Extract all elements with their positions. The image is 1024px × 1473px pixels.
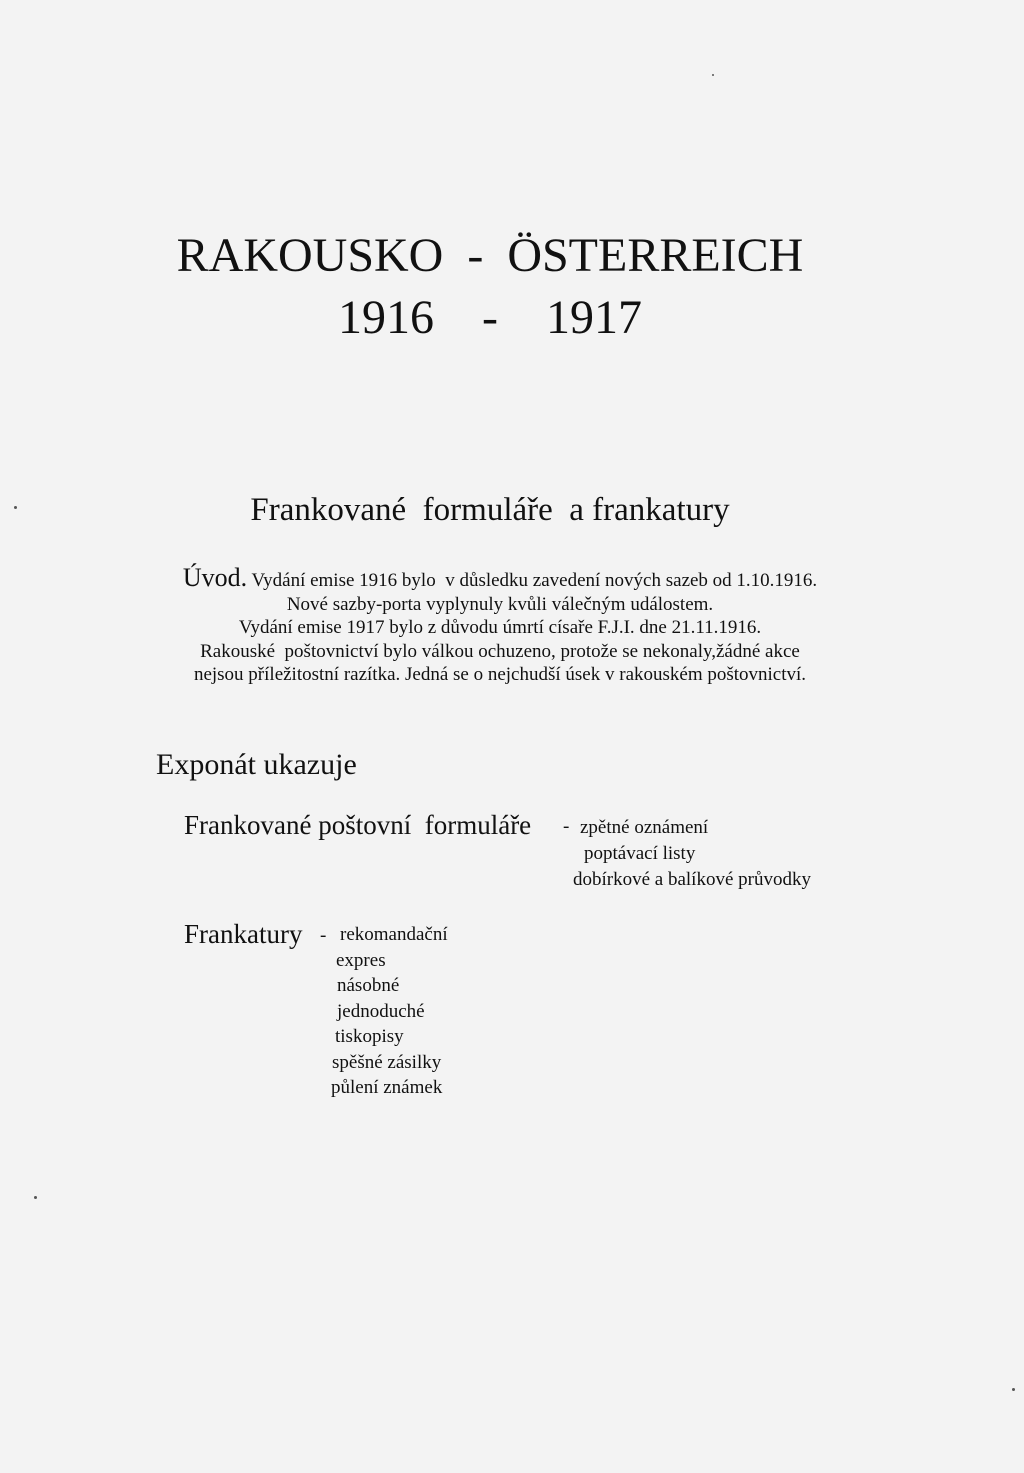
intro-line-1 [0,563,1000,593]
frankatury-item: půlení známek [331,1077,443,1098]
intro-line-4: Rakouské poštovnictví bylo válkou ochuzeno, protože se nekonaly,žádné akce [200,640,800,662]
forms-list [573,815,858,893]
intro-line-3: Vydání emise 1917 bylo z důvodu úmrtí císaře F.J.I. dne 21.11.1916. [238,617,762,638]
scan-speck [34,1196,37,1199]
exhibit-heading: Exponát ukazuje [156,748,357,781]
title-line-1: RAKOUSKO - ÖSTERREICH [176,229,804,282]
scan-speck [14,506,17,509]
forms-item: dobírkové a balíkové průvodky [573,869,811,890]
forms-dash: - [563,816,570,837]
forms-heading: Frankované poštovní formuláře [184,810,532,840]
intro-line-2: Nové sazby-porta vyplynuly kvůli válečným událostem. [286,593,714,615]
intro-label: Úvod. [182,563,248,592]
frankatury-list [331,922,538,1101]
title-line-2: 1916 - 1917 [338,291,642,344]
frankatury-item: rekomandační [340,924,448,945]
frankatury-item: násobné [337,975,400,996]
frankatury-dash: - [320,925,327,946]
intro-line-5: nejsou příležitostní razítka. Jedná se o nejchudší úsek v rakouském poštovnictví. [193,664,807,685]
frankatury-item: tiskopisy [335,1026,404,1047]
intro-text-1: Vydání emise 1916 bylo v důsledku zavedení nových sazeb od 1.10.1916. [251,570,818,591]
subtitle: Frankované formuláře a frankatury [250,492,730,528]
intro-paragraph [0,563,1000,687]
frankatury-heading: Frankatury [184,919,303,949]
forms-item: zpětné oznámení [580,817,709,838]
frankatury-item: spěšné zásilky [332,1051,442,1073]
scan-speck [1012,1388,1015,1391]
frankatury-item: jednoduché [337,1000,425,1022]
forms-item: poptávací listy [584,843,696,864]
scan-speck [712,74,714,76]
frankatury-item: expres [336,949,386,971]
